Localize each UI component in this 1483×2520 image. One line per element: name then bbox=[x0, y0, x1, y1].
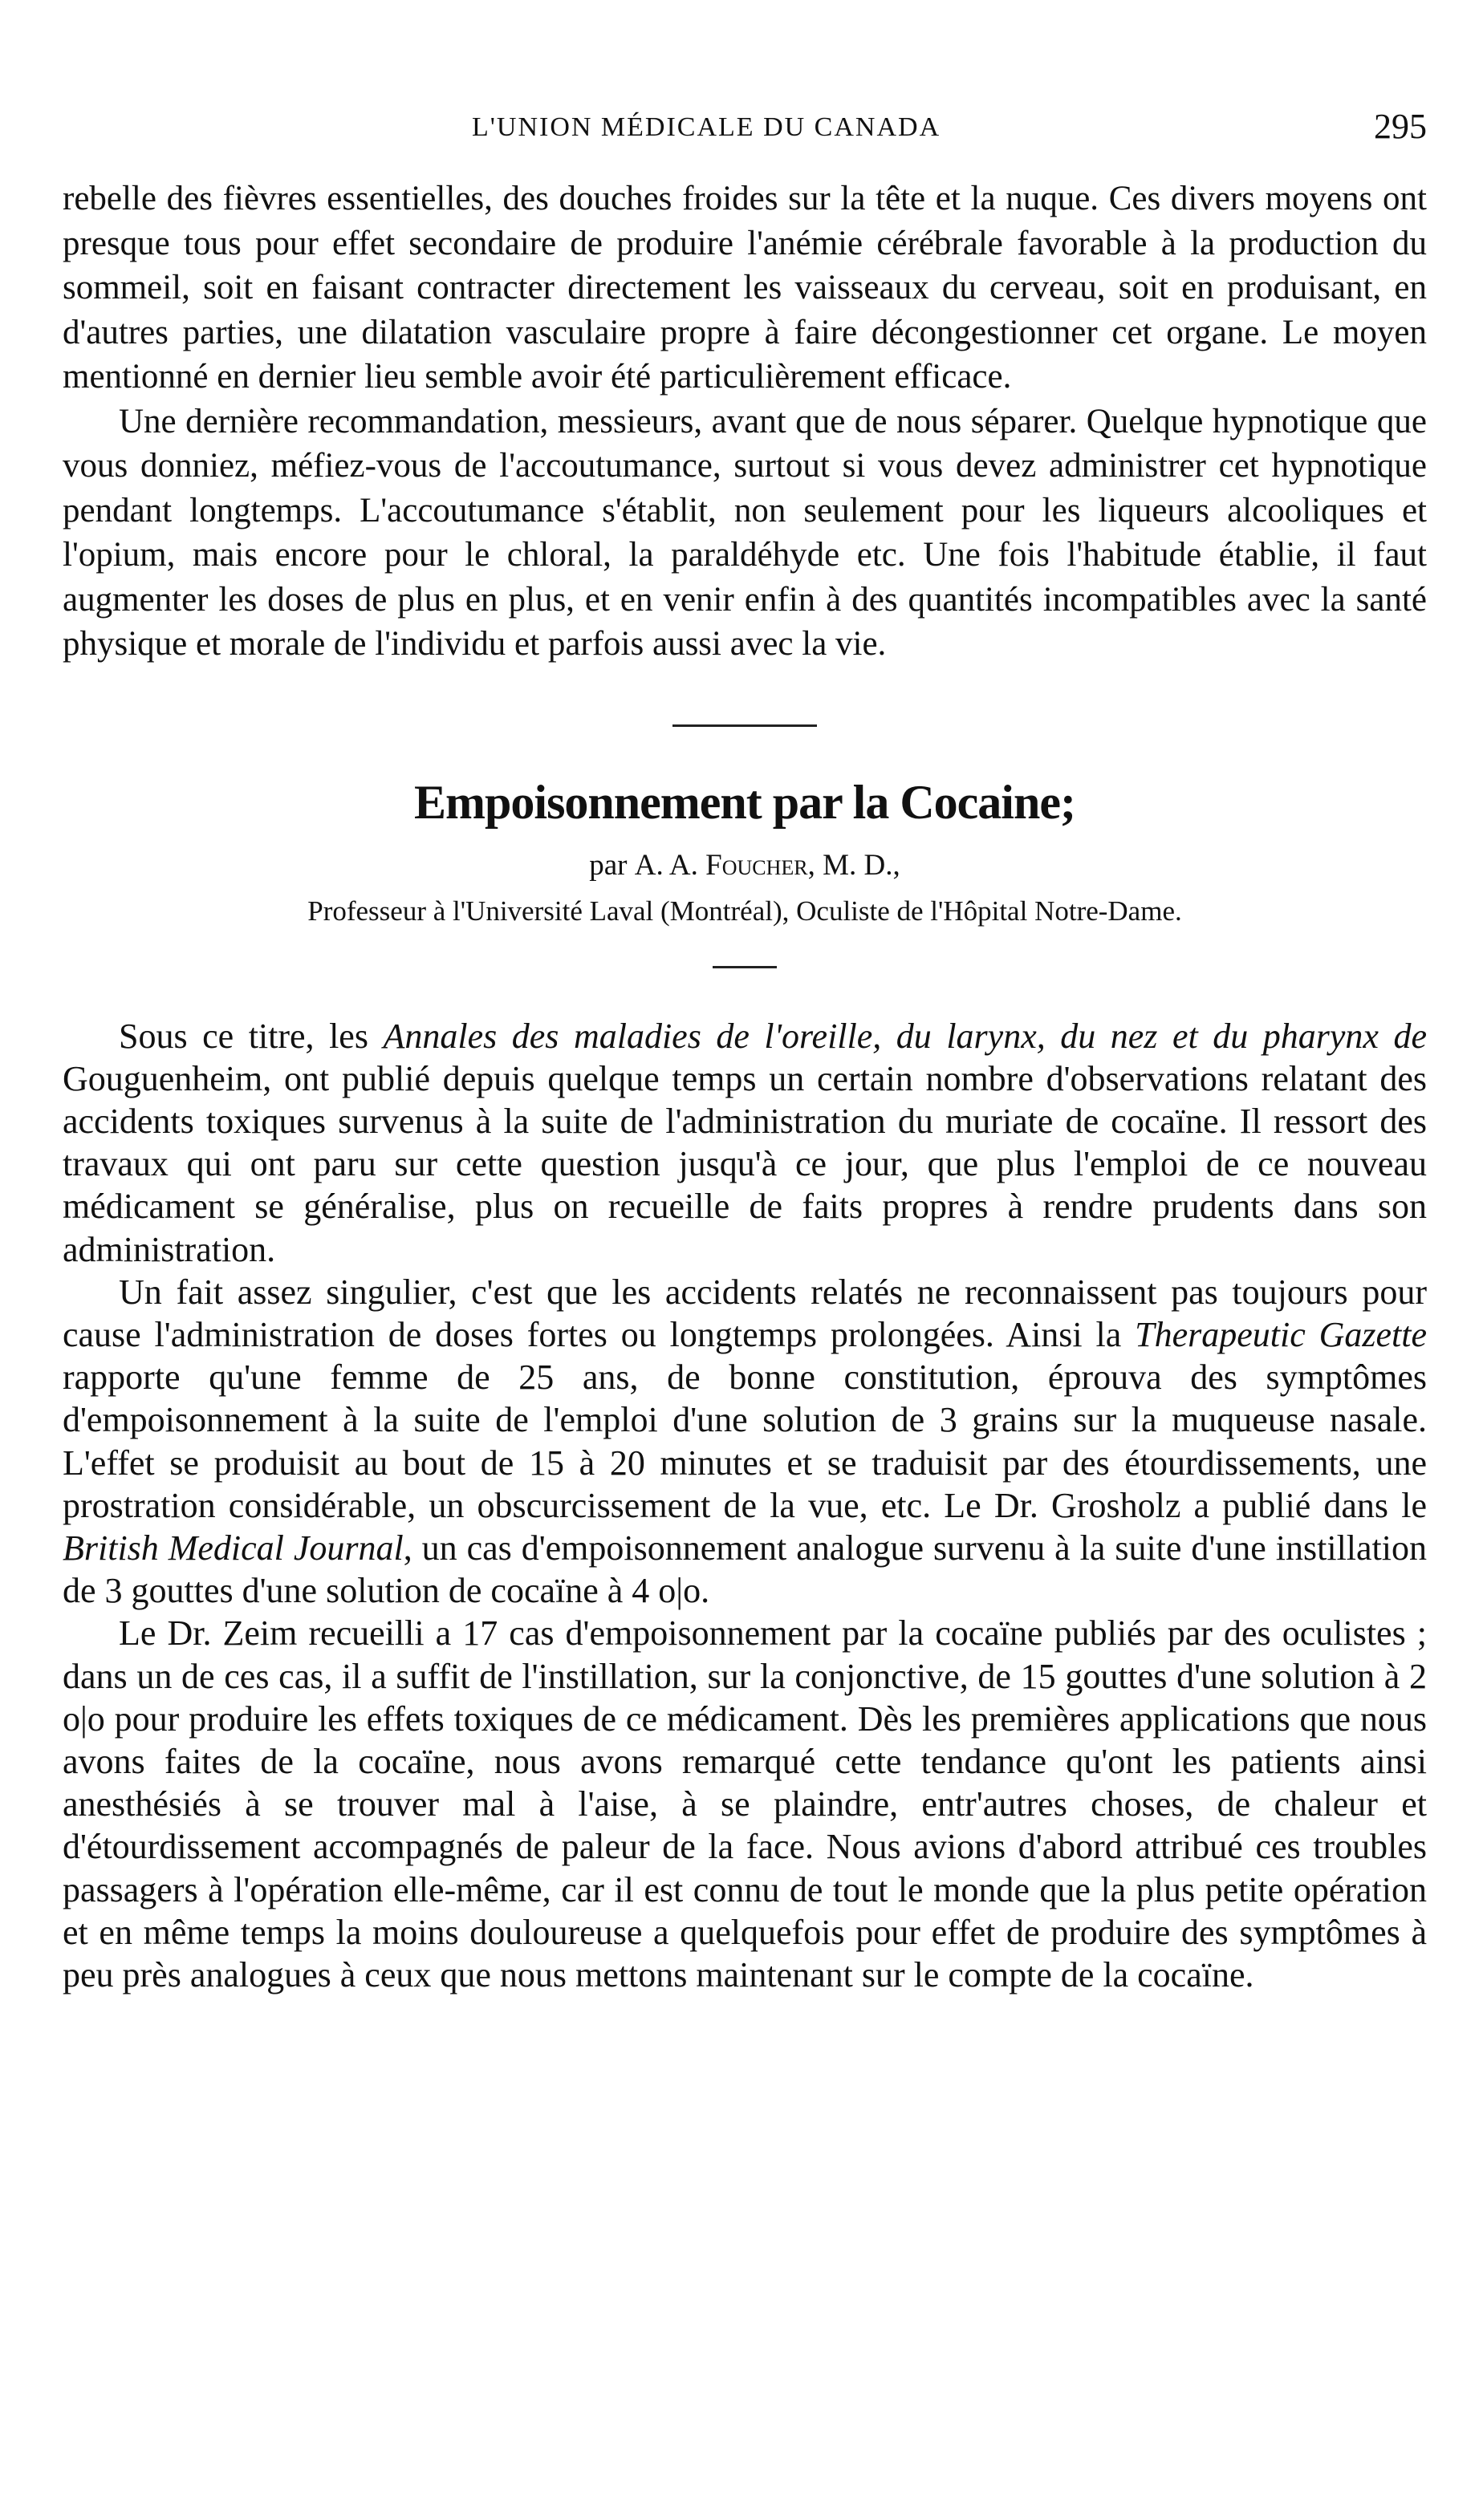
page-header bbox=[63, 96, 1427, 160]
paragraph: Une dernière recommandation, messieurs, avant que de nous séparer. Quelque hypnotique que vous donniez, méfiez-vous de l'accoutumance, surtout si vous devez administrer cet hypnotique pendant longtemps. L'accoutumance s'établit, non seulement pour les liqueurs alcooliques et l'opium, mais encore pour le chloral, la paraldéhyde etc. Une fois l'habitude établie, il faut augmenter les doses de plus en plus, et en venir enfin à des quantités incompatibles avec la santé physique et morale de l'individu et parfois aussi avec la vie. bbox=[63, 402, 1427, 663]
journal-title: Annales des maladies de l'oreille, du larynx, du nez et du pharynx de bbox=[383, 1016, 1427, 1056]
author-name: A. A. Foucher, M. D., bbox=[634, 848, 900, 882]
text-run: Sous ce titre, les bbox=[119, 1016, 384, 1056]
title-divider bbox=[713, 966, 777, 968]
section-divider bbox=[672, 724, 817, 727]
article-body bbox=[63, 1015, 1427, 1997]
paragraph bbox=[63, 1271, 1427, 1613]
article-title: Empoisonnement par la Cocaine; bbox=[414, 775, 1075, 829]
continued-text bbox=[63, 177, 1427, 667]
text-run: rapporte qu'une femme de 25 ans, de bonne constitution, éprouva des symptômes d'empoisonnement à la suite de l'emploi d'une solution de 3 grains sur la muqueuse nasale. L'effet se produisit au bout de 15 à 20 minutes et se traduisit par des étourdissements, une prostration considérable, un obscurcissement de la vue, etc. Le Dr. Grosholz a publié dans le bbox=[63, 1357, 1427, 1525]
text-run: Gouguenheim, ont publié depuis quelque temps un certain nombre d'observations relatant des accidents toxiques survenus à la suite de l'administration du muriate de cocaïne. Il ressort des travaux qui ont paru sur cette question jusqu'à ce jour, que plus l'emploi de ce nouveau médicament se généralise, plus on recueille de faits propres à rendre prudents dans son administration. bbox=[63, 1058, 1427, 1269]
paragraph: Le Dr. Zeim recueilli a 17 cas d'empoisonnement par la cocaïne publiés par des oculistes ; dans un de ces cas, il a suffit de l'instillation, sur la conjonctive, de 15 gouttes d'une solution à 2 o|o pour produire les effets toxiques de ce médicament. Dès les premières applications que nous avons faites de la cocaïne, nous avons remarqué cette tendance qu'ont les patients ainsi anesthésiés à se trouver mal à l'aise, à se plaindre, entr'autres choses, de chaleur et d'étourdissement accompagnés de paleur de la face. Nous avions d'abord attribué ces troubles passagers à l'opération elle-même, car il est connu de tout le monde que la plus petite opération et en même temps la moins douloureuse a quelquefois pour effet de produire des symptômes à peu près analogues à ceux que nous mettons maintenant sur le compte de la cocaïne. bbox=[63, 1613, 1427, 1994]
paragraph: rebelle des fièvres essentielles, des douches froides sur la tête et la nuque. Ces divers moyens ont presque tous pour effet secondaire de produire l'anémie cérébrale favorable à la production du sommeil, soit en faisant contracter directement les vaisseaux du cerveau, soit en produisant, en d'autres parties, une dilatation vasculaire propre à faire décongestionner cet organe. Le moyen mentionné en dernier lieu semble avoir été particulièrement efficace. bbox=[63, 180, 1427, 396]
byline-prefix: par bbox=[589, 848, 628, 882]
running-head: L'UNION MÉDICALE DU CANADA bbox=[472, 112, 941, 142]
author-affiliation: Professeur à l'Université Laval (Montréal), Oculiste de l'Hôpital Notre-Dame. bbox=[307, 895, 1182, 927]
journal-title: Therapeutic Gazette bbox=[1135, 1314, 1427, 1354]
journal-title: British Medical Journal bbox=[63, 1528, 404, 1568]
document-page bbox=[63, 96, 1427, 1996]
text-run: , un cas d'empoisonnement analogue survenu à la suite d'une instillation de 3 gouttes d'une solution de cocaïne à 4 o|o. bbox=[63, 1528, 1427, 1611]
paragraph bbox=[63, 1015, 1427, 1271]
byline bbox=[63, 848, 1427, 883]
page-number: 295 bbox=[1374, 107, 1427, 146]
text-run: Un fait assez singulier, c'est que les accidents relatés ne reconnaissent pas toujours pour cause l'administration de doses fortes ou longtemps prolongées. Ainsi la bbox=[63, 1272, 1427, 1354]
